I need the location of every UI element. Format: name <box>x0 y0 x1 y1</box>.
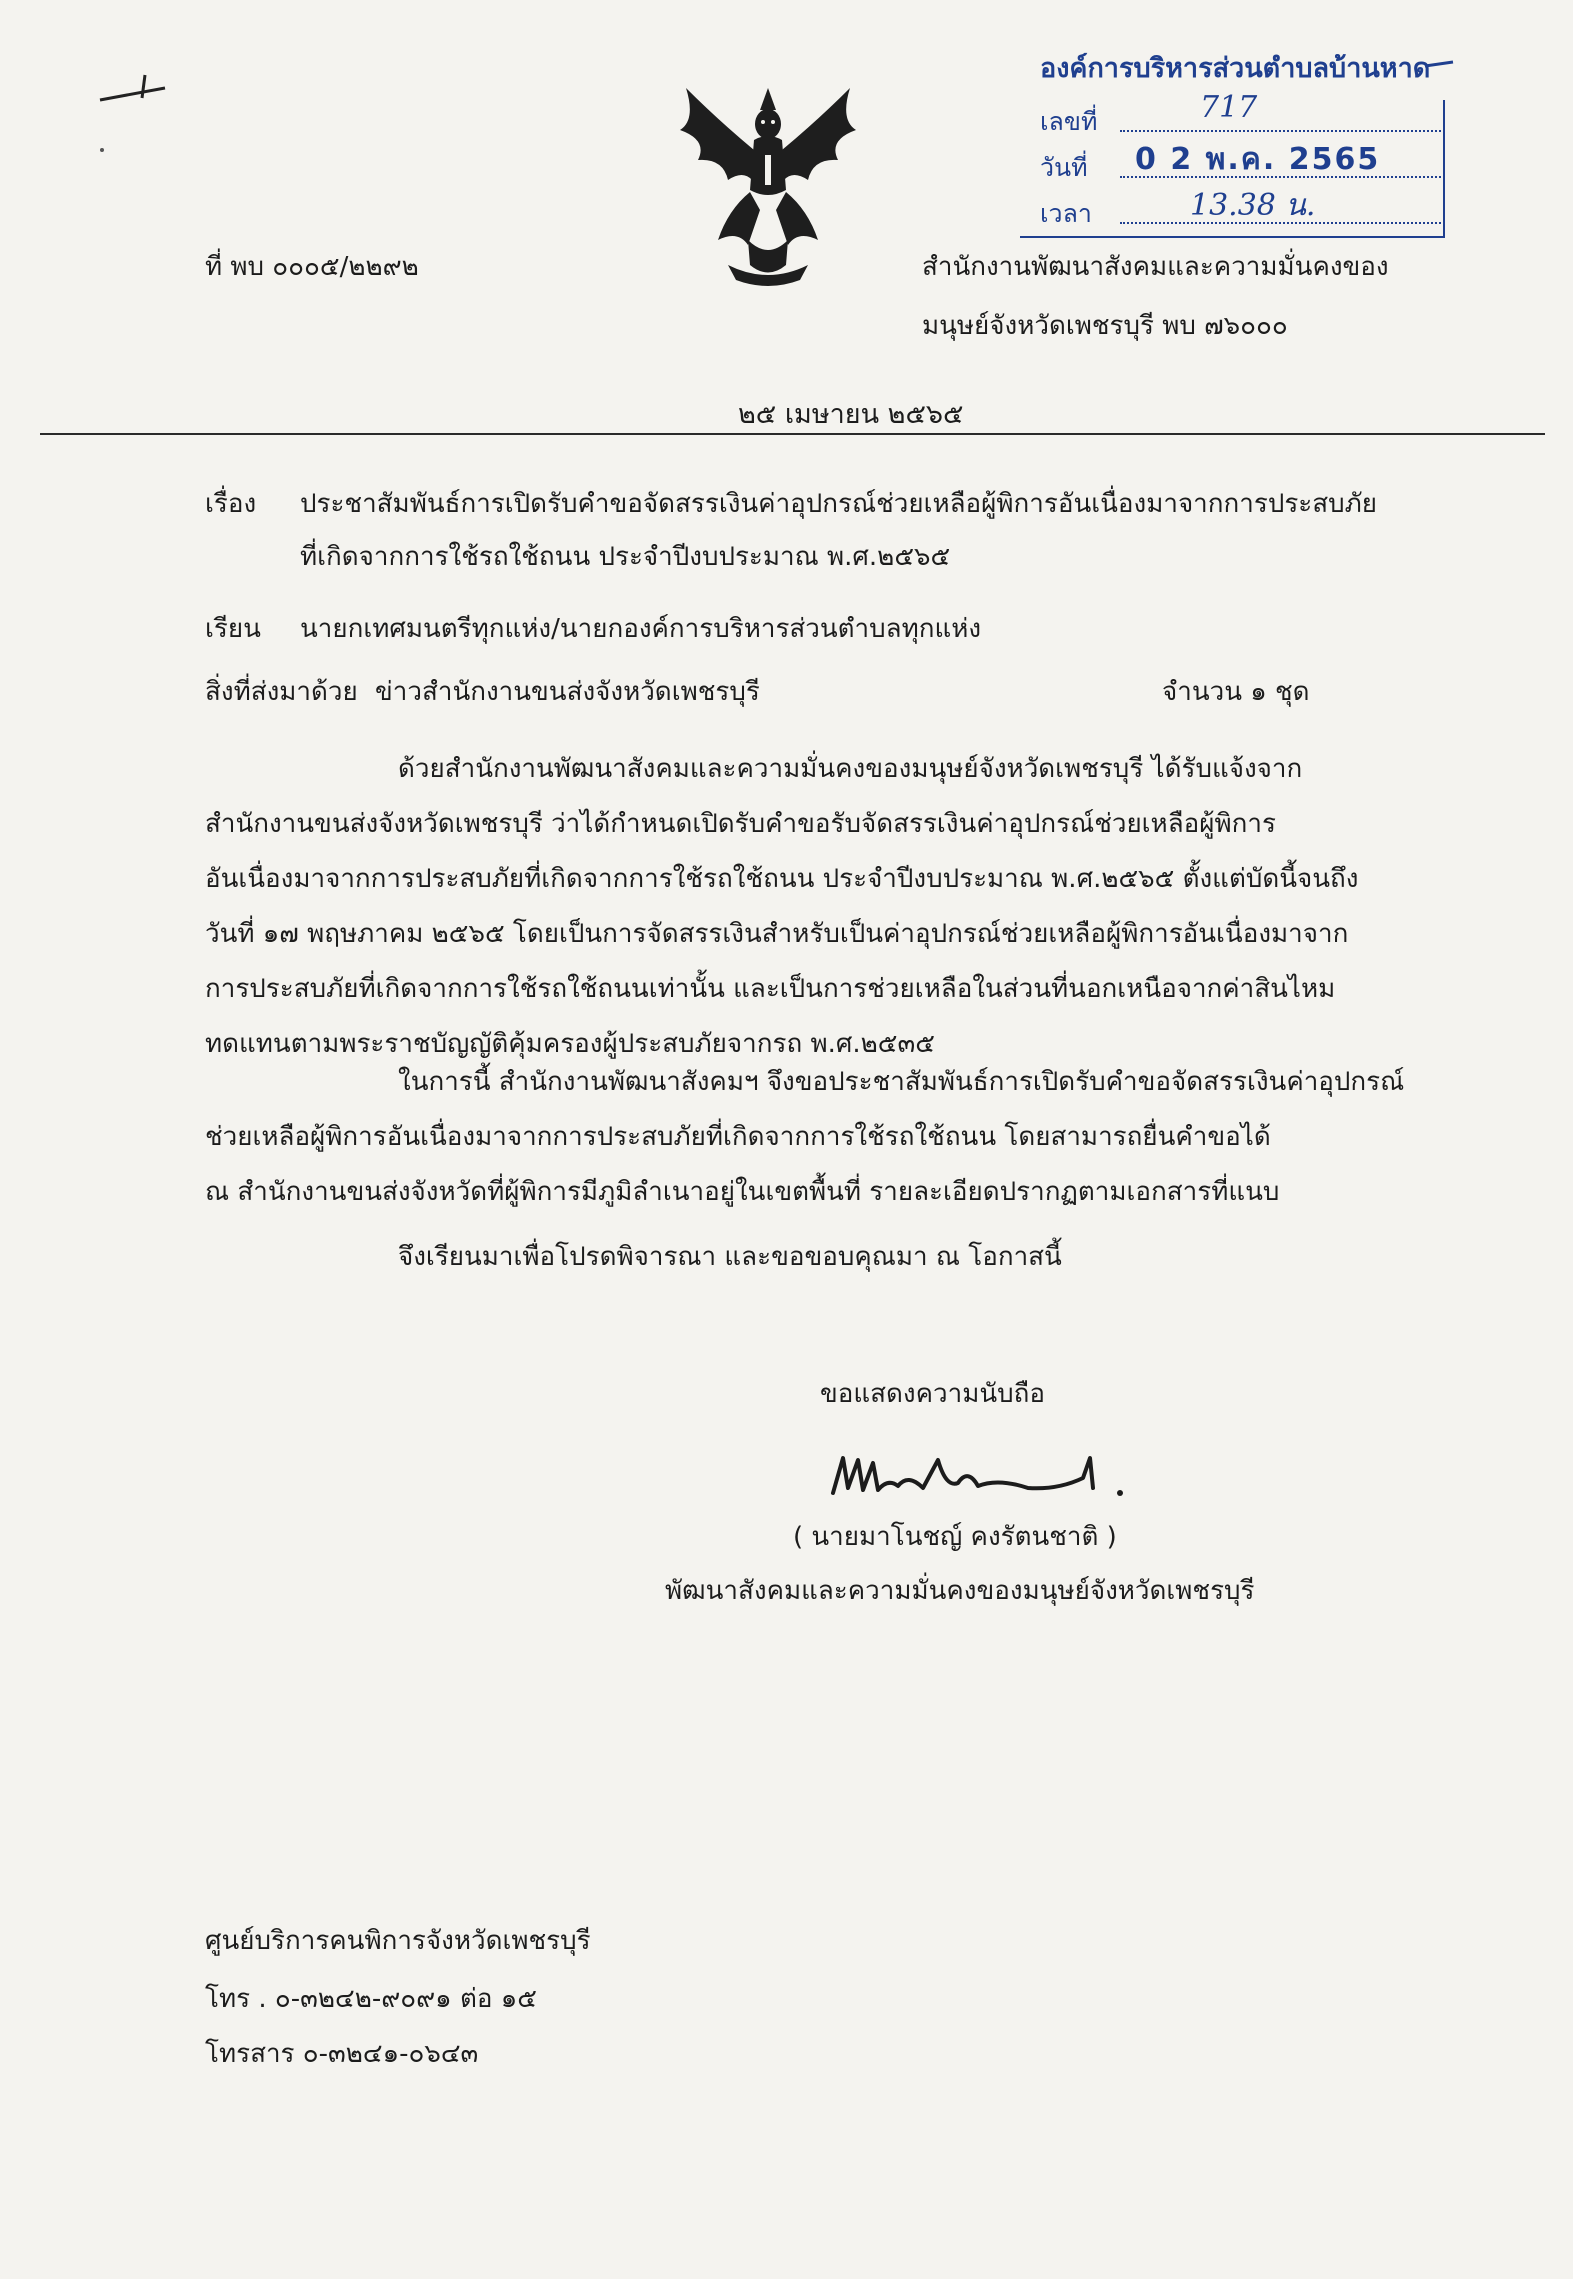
body-line: ณ สำนักงานขนส่งจังหวัดที่ผู้พิการมีภูมิลำเนาอยู่ในเขตพื้นที่ รายละเอียดปรากฏตามเอกสารที่แนบ <box>205 1177 1280 1207</box>
body-line: สำนักงานขนส่งจังหวัดเพชรบุรี ว่าได้กำหนดเปิดรับคำขอรับจัดสรรเงินค่าอุปกรณ์ช่วยเหลือผู้พิการ <box>205 809 1276 839</box>
header-divider <box>40 433 1545 435</box>
garuda-emblem <box>668 80 868 290</box>
body-line: อันเนื่องมาจากการประสบภัยที่เกิดจากการใช้รถใช้ถนน ประจำปีงบประมาณ พ.ศ.๒๕๖๕ ตั้งแต่บัดนี้จนถึง <box>205 864 1359 894</box>
signer-name: ( นายมาโนชญ์ คงรัตนชาติ ) <box>793 1522 1117 1552</box>
subject-line2: ที่เกิดจากการใช้รถใช้ถนน ประจำปีงบประมาณ พ.ศ.๒๕๖๕ <box>300 542 951 572</box>
footer-tel: โทร . ๐-๓๒๔๒-๙๐๙๑ ต่อ ๑๕ <box>205 1984 537 2014</box>
closing-line: จึงเรียนมาเพื่อโปรดพิจารณา และขอขอบคุณมา ณ โอกาสนี้ <box>398 1242 1062 1272</box>
stamp-no-value: 717 <box>1200 90 1258 125</box>
office-address-line2: มนุษย์จังหวัดเพชรบุรี พบ ๗๖๐๐๐ <box>922 311 1288 341</box>
stamp-date-label: วันที่ <box>1040 153 1088 182</box>
footer-fax: โทรสาร ๐-๓๒๔๑-๐๖๔๓ <box>205 2039 479 2069</box>
footer-center: ศูนย์บริการคนพิการจังหวัดเพชรบุรี <box>205 1926 591 1956</box>
stamp-date-value: 0 2 พ.ค. 2565 <box>1135 142 1381 177</box>
stamp-no-label: เลขที่ <box>1040 107 1098 136</box>
body-line: ด้วยสำนักงานพัฒนาสังคมและความมั่นคงของมนุษย์จังหวัดเพชรบุรี ได้รับแจ้งจาก <box>398 754 1303 784</box>
enclosure-quantity: จำนวน ๑ ชุด <box>1162 677 1310 707</box>
recipient-label: เรียน <box>205 614 261 644</box>
letter-date: ๒๕ เมษายน ๒๕๖๕ <box>738 399 964 430</box>
enclosure-value: ข่าวสำนักงานขนส่งจังหวัดเพชรบุรี <box>375 677 760 707</box>
body-line: ทดแทนตามพระราชบัญญัติคุ้มครองผู้ประสบภัยจากรถ พ.ศ.๒๕๓๕ <box>205 1029 935 1059</box>
body-line: ในการนี้ สำนักงานพัฒนาสังคมฯ จึงขอประชาสัมพันธ์การเปิดรับคำขอจัดสรรเงินค่าอุปกรณ์ <box>398 1067 1405 1097</box>
receiving-stamp <box>1020 40 1445 232</box>
enclosure-label: สิ่งที่ส่งมาด้วย <box>205 677 358 707</box>
office-address-line1: สำนักงานพัฒนาสังคมและความมั่นคงของ <box>922 252 1389 282</box>
scan-mark <box>90 70 180 160</box>
body-line: ช่วยเหลือผู้พิการอันเนื่องมาจากการประสบภัยที่เกิดจากการใช้รถใช้ถนน โดยสามารถยื่นคำขอได้ <box>205 1122 1271 1152</box>
stamp-mark <box>1425 60 1455 70</box>
stamp-org: องค์การบริหารส่วนตำบลบ้านหาด <box>1040 53 1431 84</box>
stamp-time-label: เวลา <box>1040 199 1092 228</box>
subject-label: เรื่อง <box>205 489 257 519</box>
recipient-value: นายกเทศมนตรีทุกแห่ง/นายกองค์การบริหารส่วนตำบลทุกแห่ง <box>300 614 982 644</box>
handwritten-signature <box>828 1448 1128 1508</box>
reference-number: ที่ พบ ๐๐๐๕/๒๒๙๒ <box>205 252 419 282</box>
stamp-time-value: 13.38 น. <box>1190 188 1316 223</box>
signer-position: พัฒนาสังคมและความมั่นคงของมนุษย์จังหวัดเพชรบุรี <box>665 1576 1255 1606</box>
body-line: วันที่ ๑๗ พฤษภาคม ๒๕๖๕ โดยเป็นการจัดสรรเงินสำหรับเป็นค่าอุปกรณ์ช่วยเหลือผู้พิการอันเนื่องมาจาก <box>205 919 1349 949</box>
subject-line1: ประชาสัมพันธ์การเปิดรับคำขอจัดสรรเงินค่าอุปกรณ์ช่วยเหลือผู้พิการอันเนื่องมาจากการประสบภัย <box>300 489 1378 519</box>
body-line: การประสบภัยที่เกิดจากการใช้รถใช้ถนนเท่านั้น และเป็นการช่วยเหลือในส่วนที่นอกเหนือจากค่าสินไหม <box>205 974 1336 1004</box>
regards: ขอแสดงความนับถือ <box>820 1379 1045 1409</box>
